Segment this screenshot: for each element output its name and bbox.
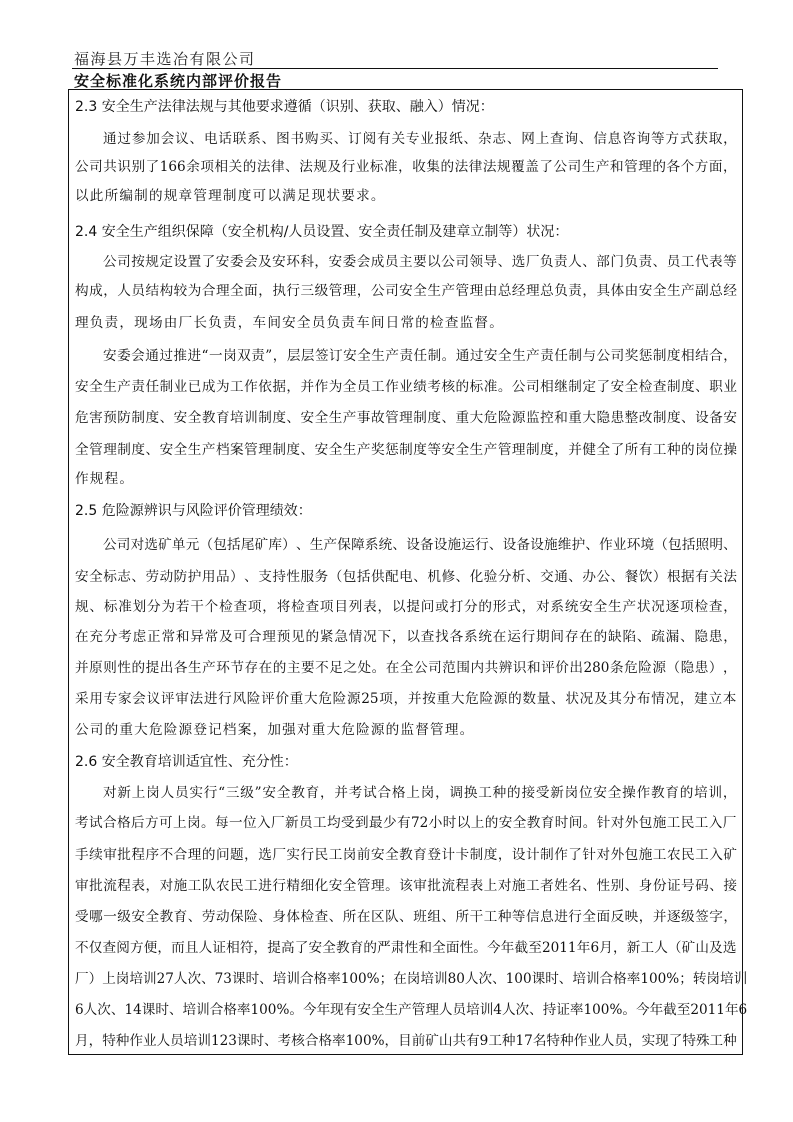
- company-name: 福海县万丰选冶有限公司: [74, 50, 256, 68]
- body-line: 安 全 标 志 、 劳 动 防 护 用 品 ） 、 支 持 性 服 务 （ 包 括 供 配 电 、 机 修 、 化 验 分 析 、 交 通 、 办 公 、 餐 饮 ） 根 据 有 关 法: [75, 569, 737, 585]
- section-2-3-heading: 2.3 安全生产法律法规与其他要求遵循（识别、获取、融入）情况：: [75, 99, 494, 115]
- section-2-4-heading: 2.4 安全生产组织保障（安全机构/人员设置、安全责任制及建章立制等）状况：: [75, 224, 569, 240]
- body-line: 公 司 共 识 别 了 166 余 项 相 关 的 法 律 、 法 规 及 行 业 标 准 ， 收 集 的 法 律 法 规 覆 盖 了 公 司 生 产 和 管 理 的 各 个 方 面 ，: [75, 159, 737, 175]
- body-line: 全 管 理 制 度 、 安 全 生 产 档 案 管 理 制 度 、 安 全 生 产 奖 惩 制 度 等 安 全 生 产 管 理 制 度 ， 并 健 全 了 所 有 工 种 的 岗 位 操: [75, 442, 737, 458]
- section-2-5-heading: 2.5 危险源辨识与风险评价管理绩效：: [75, 503, 312, 519]
- body-line: 手 续 审 批 程 序 不 合 理 的 问 题 ， 选 厂 实 行 民 工 岗 前 安 全 教 育 登 计 卡 制 度 ， 设 计 制 作 了 针 对 外 包 施 工 农 民 工 入 矿: [75, 847, 737, 863]
- report-title: 安全标准化系统内部评价报告: [74, 72, 283, 90]
- body-line: 公 司 按 规 定 设 置 了 安 委 会 及 安 环 科 ， 安 委 会 成 员 主 要 以 公 司 领 导 、 选 厂 负 责 人 、 部 门 负 责 、 员 工 代 表 等: [103, 254, 737, 270]
- body-line: 构 成 ， 人 员 结 构 较 为 合 理 全 面 ， 执 行 三 级 管 理 ， 公 司 安 全 生 产 管 理 由 总 经 理 总 负 责 ， 具 体 由 安 全 生 产 副 总 经: [75, 283, 737, 299]
- body-line: 不 仅 查 阅 方 便 ， 而 且 人 证 相 符 ， 提 高 了 安 全 教 育 的 严 肃 性 和 全 面 性 。 今 年 截 至 2011 年 6 月 ， 新 工 人 （ 矿 山 及 选: [75, 940, 737, 956]
- body-line: 危 害 预 防 制 度 、 安 全 教 育 培 训 制 度 、 安 全 生 产 事 故 管 理 制 度 、 重 大 危 险 源 监 控 和 重 大 隐 患 整 改 制 度 、 设 备 安: [75, 410, 737, 426]
- body-line: 安 全 生 产 责 任 制 业 已 成 为 工 作 依 据 ， 并 作 为 全 员 工 作 业 绩 考 核 的 标 准 。 公 司 相 继 制 定 了 安 全 检 查 制 度 、 职 业: [75, 379, 737, 395]
- body-line: 考 试 合 格 后 方 可 上 岗 。 每 一 位 入 厂 新 员 工 均 受 到 最 少 有 72 小 时 以 上 的 安 全 教 育 时 间 。 针 对 外 包 施 工 民 工 入 厂: [75, 815, 737, 831]
- body-line: 厂 ） 上 岗 培 训 27 人 次 、 73 课 时 、 培 训 合 格 率 100% ； 在 岗 培 训 80 人 次 、 100 课 时 、 培 训 合 格 率 100% ； 转 岗 培 训: [75, 971, 748, 987]
- body-line: 月 ， 特 种 作 业 人 员 培 训 123 课 时 、 考 核 合 格 率 100% ， 目 前 矿 山 共 有 9 工 种 17 名 特 种 作 业 人 员 ， 实 现 了 特 殊 工 种: [75, 1033, 737, 1049]
- body-line: 规 、 标 准 划 分 为 若 干 个 检 查 项 ， 将 检 查 项 目 列 表 ， 以 提 问 或 打 分 的 形 式 ， 对 系 统 安 全 生 产 状 况 逐 项 检 查 ，: [75, 599, 737, 615]
- body-line: 通 过 参 加 会 议 、 电 话 联 系 、 图 书 购 买 、 订 阅 有 关 专 业 报 纸 、 杂 志 、 网 上 查 询 、 信 息 咨 询 等 方 式 获 取 ，: [103, 131, 737, 147]
- header-rule: [72, 68, 718, 69]
- body-line: 公 司 对 选 矿 单 元 （ 包 括 尾 矿 库 ） 、 生 产 保 障 系 统 、 设 备 设 施 运 行 、 设 备 设 施 维 护 、 作 业 环 境 （ 包 括 照 明 、: [103, 537, 737, 553]
- body-line: 以此所编制的规章管理制度可以满足现状要求。: [75, 188, 386, 204]
- body-line: 公司的重大危险源登记档案，加强对重大危险源的监督管理。: [75, 722, 475, 738]
- body-line: 作规程。: [75, 471, 135, 487]
- body-line: 6 人 次 、 14 课 时 、 培 训 合 格 率 100% 。 今 年 现 有 安 全 生 产 管 理 人 员 培 训 4 人 次 、 持 证 率 100% 。 今 年 截 至 2011 年 6: [75, 1002, 748, 1018]
- body-line: 对 新 上 岗 人 员 实 行 “ 三 级 ” 安 全 教 育 ， 并 考 试 合 格 上 岗 ， 调 换 工 种 的 接 受 新 岗 位 安 全 操 作 教 育 的 培 训 ，: [103, 785, 737, 801]
- body-line: 并 原 则 性 的 提 出 各 生 产 环 节 存 在 的 主 要 不 足 之 处 。 在 全 公 司 范 围 内 共 辨 识 和 评 价 出 280 条 危 险 源 （ 隐 患 ） ，: [75, 660, 737, 676]
- body-line: 理负责，现场由厂长负责，车间安全员负责车间日常的检查监督。: [75, 315, 505, 331]
- body-line: 安 委 会 通 过 推 进 “ 一 岗 双 责 ” ， 层 层 签 订 安 全 生 产 责 任 制 。 通 过 安 全 生 产 责 任 制 与 公 司 奖 惩 制 度 相 结 合 ，: [103, 348, 737, 364]
- section-2-6-heading: 2.6 安全教育培训适宜性、充分性：: [75, 754, 298, 770]
- body-line: 采 用 专 家 会 议 评 审 法 进 行 风 险 评 价 重 大 危 险 源 25 项 ， 并 按 重 大 危 险 源 的 数 量 、 状 况 及 其 分 布 情 况 ， 建 立 本: [75, 691, 737, 707]
- body-line: 在 充 分 考 虑 正 常 和 异 常 及 可 合 理 预 见 的 紧 急 情 况 下 ， 以 查 找 各 系 统 在 运 行 期 间 存 在 的 缺 陷 、 疏 漏 、 隐 患 ，: [75, 629, 737, 645]
- body-line: 受 哪 一 级 安 全 教 育 、 劳 动 保 险 、 身 体 检 查 、 所 在 区 队 、 班 组 、 所 干 工 种 等 信 息 进 行 全 面 反 映 ， 并 逐 级 签 字 ，: [75, 909, 737, 925]
- body-line: 审 批 流 程 表 ， 对 施 工 队 农 民 工 进 行 精 细 化 安 全 管 理 。 该 审 批 流 程 表 上 对 施 工 者 姓 名 、 性 别 、 身 份 证 号 码 、 接: [75, 878, 737, 894]
